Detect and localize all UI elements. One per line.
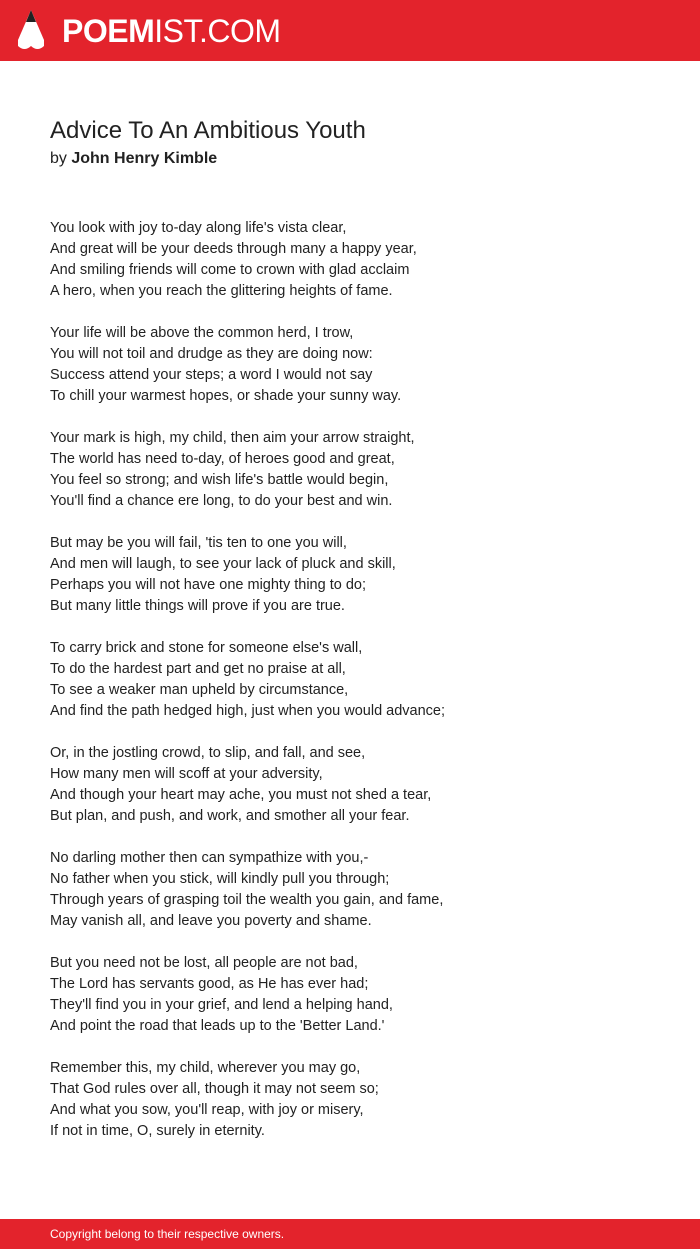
poem-line: You look with joy to-day along life's vista clear, xyxy=(50,220,347,236)
poem-line: To chill your warmest hopes, or shade your sunny way. xyxy=(50,388,402,404)
site-footer xyxy=(0,1219,700,1249)
poem-line: May vanish all, and leave you poverty and shame. xyxy=(50,913,372,929)
poem-title: Advice To An Ambitious Youth xyxy=(50,117,366,144)
poem-line: You feel so strong; and wish life's battle would begin, xyxy=(50,472,389,488)
poem-line: And though your heart may ache, you must not shed a tear, xyxy=(50,787,432,803)
poem-line: No darling mother then can sympathize with you,- xyxy=(50,850,369,866)
poem-line: How many men will scoff at your adversity, xyxy=(50,766,323,782)
site-header xyxy=(0,0,700,61)
poem-line: If not in time, O, surely in eternity. xyxy=(50,1123,265,1139)
poem-line: They'll find you in your grief, and lend a helping hand, xyxy=(50,997,393,1013)
copyright-text: Copyright belong to their respective owners. xyxy=(50,1227,285,1241)
poem-line: You'll find a chance ere long, to do your best and win. xyxy=(50,493,393,509)
poem-stanza xyxy=(50,218,650,302)
poem-body xyxy=(50,218,650,1163)
poem-line: The world has need to-day, of heroes good and great, xyxy=(50,451,395,467)
poem-line: That God rules over all, though it may not seem so; xyxy=(50,1081,379,1097)
poem-line: Through years of grasping toil the wealth you gain, and fame, xyxy=(50,892,444,908)
poem-line: You will not toil and drudge as they are doing now: xyxy=(50,346,373,362)
logo-brand-light: IST.COM xyxy=(154,13,281,49)
poem-line: But many little things will prove if you are true. xyxy=(50,598,345,614)
poem-stanza xyxy=(50,638,650,722)
poem-line: To do the hardest part and get no praise at all, xyxy=(50,661,346,677)
poem-stanza xyxy=(50,428,650,512)
poem-stanza xyxy=(50,743,650,827)
poem-author: John Henry Kimble xyxy=(71,150,218,167)
poem-line: And what you sow, you'll reap, with joy or misery, xyxy=(50,1102,364,1118)
poem-line: But may be you will fail, 'tis ten to one you will, xyxy=(50,535,347,551)
poem-line: But plan, and push, and work, and smother all your fear. xyxy=(50,808,410,824)
poem-line: No father when you stick, will kindly pull you through; xyxy=(50,871,390,887)
poem-line: And smiling friends will come to crown with glad acclaim xyxy=(50,262,410,278)
poem-stanza xyxy=(50,953,650,1037)
poem-line: Your life will be above the common herd, I trow, xyxy=(50,325,354,341)
poem-line: Or, in the jostling crowd, to slip, and fall, and see, xyxy=(50,745,366,761)
poem-stanza xyxy=(50,533,650,617)
poem-stanza xyxy=(50,1058,650,1142)
poem-line: The Lord has servants good, as He has ever had; xyxy=(50,976,369,992)
poem-line: Remember this, my child, wherever you may go, xyxy=(50,1060,361,1076)
poem-line: To carry brick and stone for someone else's wall, xyxy=(50,640,363,656)
poem-line: And find the path hedged high, just when you would advance; xyxy=(50,703,446,719)
poem-line: Your mark is high, my child, then aim your arrow straight, xyxy=(50,430,415,446)
poem-stanza xyxy=(50,848,650,932)
poem-line: And great will be your deeds through many a happy year, xyxy=(50,241,417,257)
poem-line: Perhaps you will not have one mighty thing to do; xyxy=(50,577,366,593)
site-logo[interactable] xyxy=(62,12,281,50)
poem-line: A hero, when you reach the glittering heights of fame. xyxy=(50,283,393,299)
poem-line: And point the road that leads up to the 'Better Land.' xyxy=(50,1018,385,1034)
poem-line: But you need not be lost, all people are not bad, xyxy=(50,955,358,971)
poem-line: Success attend your steps; a word I would not say xyxy=(50,367,373,383)
poem-line: And men will laugh, to see your lack of pluck and skill, xyxy=(50,556,396,572)
poem-byline xyxy=(50,148,217,170)
poem-line: To see a weaker man upheld by circumstance, xyxy=(50,682,349,698)
logo-brand-bold: POEM xyxy=(62,13,155,49)
by-label: by xyxy=(50,150,67,167)
poem-stanza xyxy=(50,323,650,407)
pencil-tip-icon[interactable] xyxy=(18,10,44,52)
